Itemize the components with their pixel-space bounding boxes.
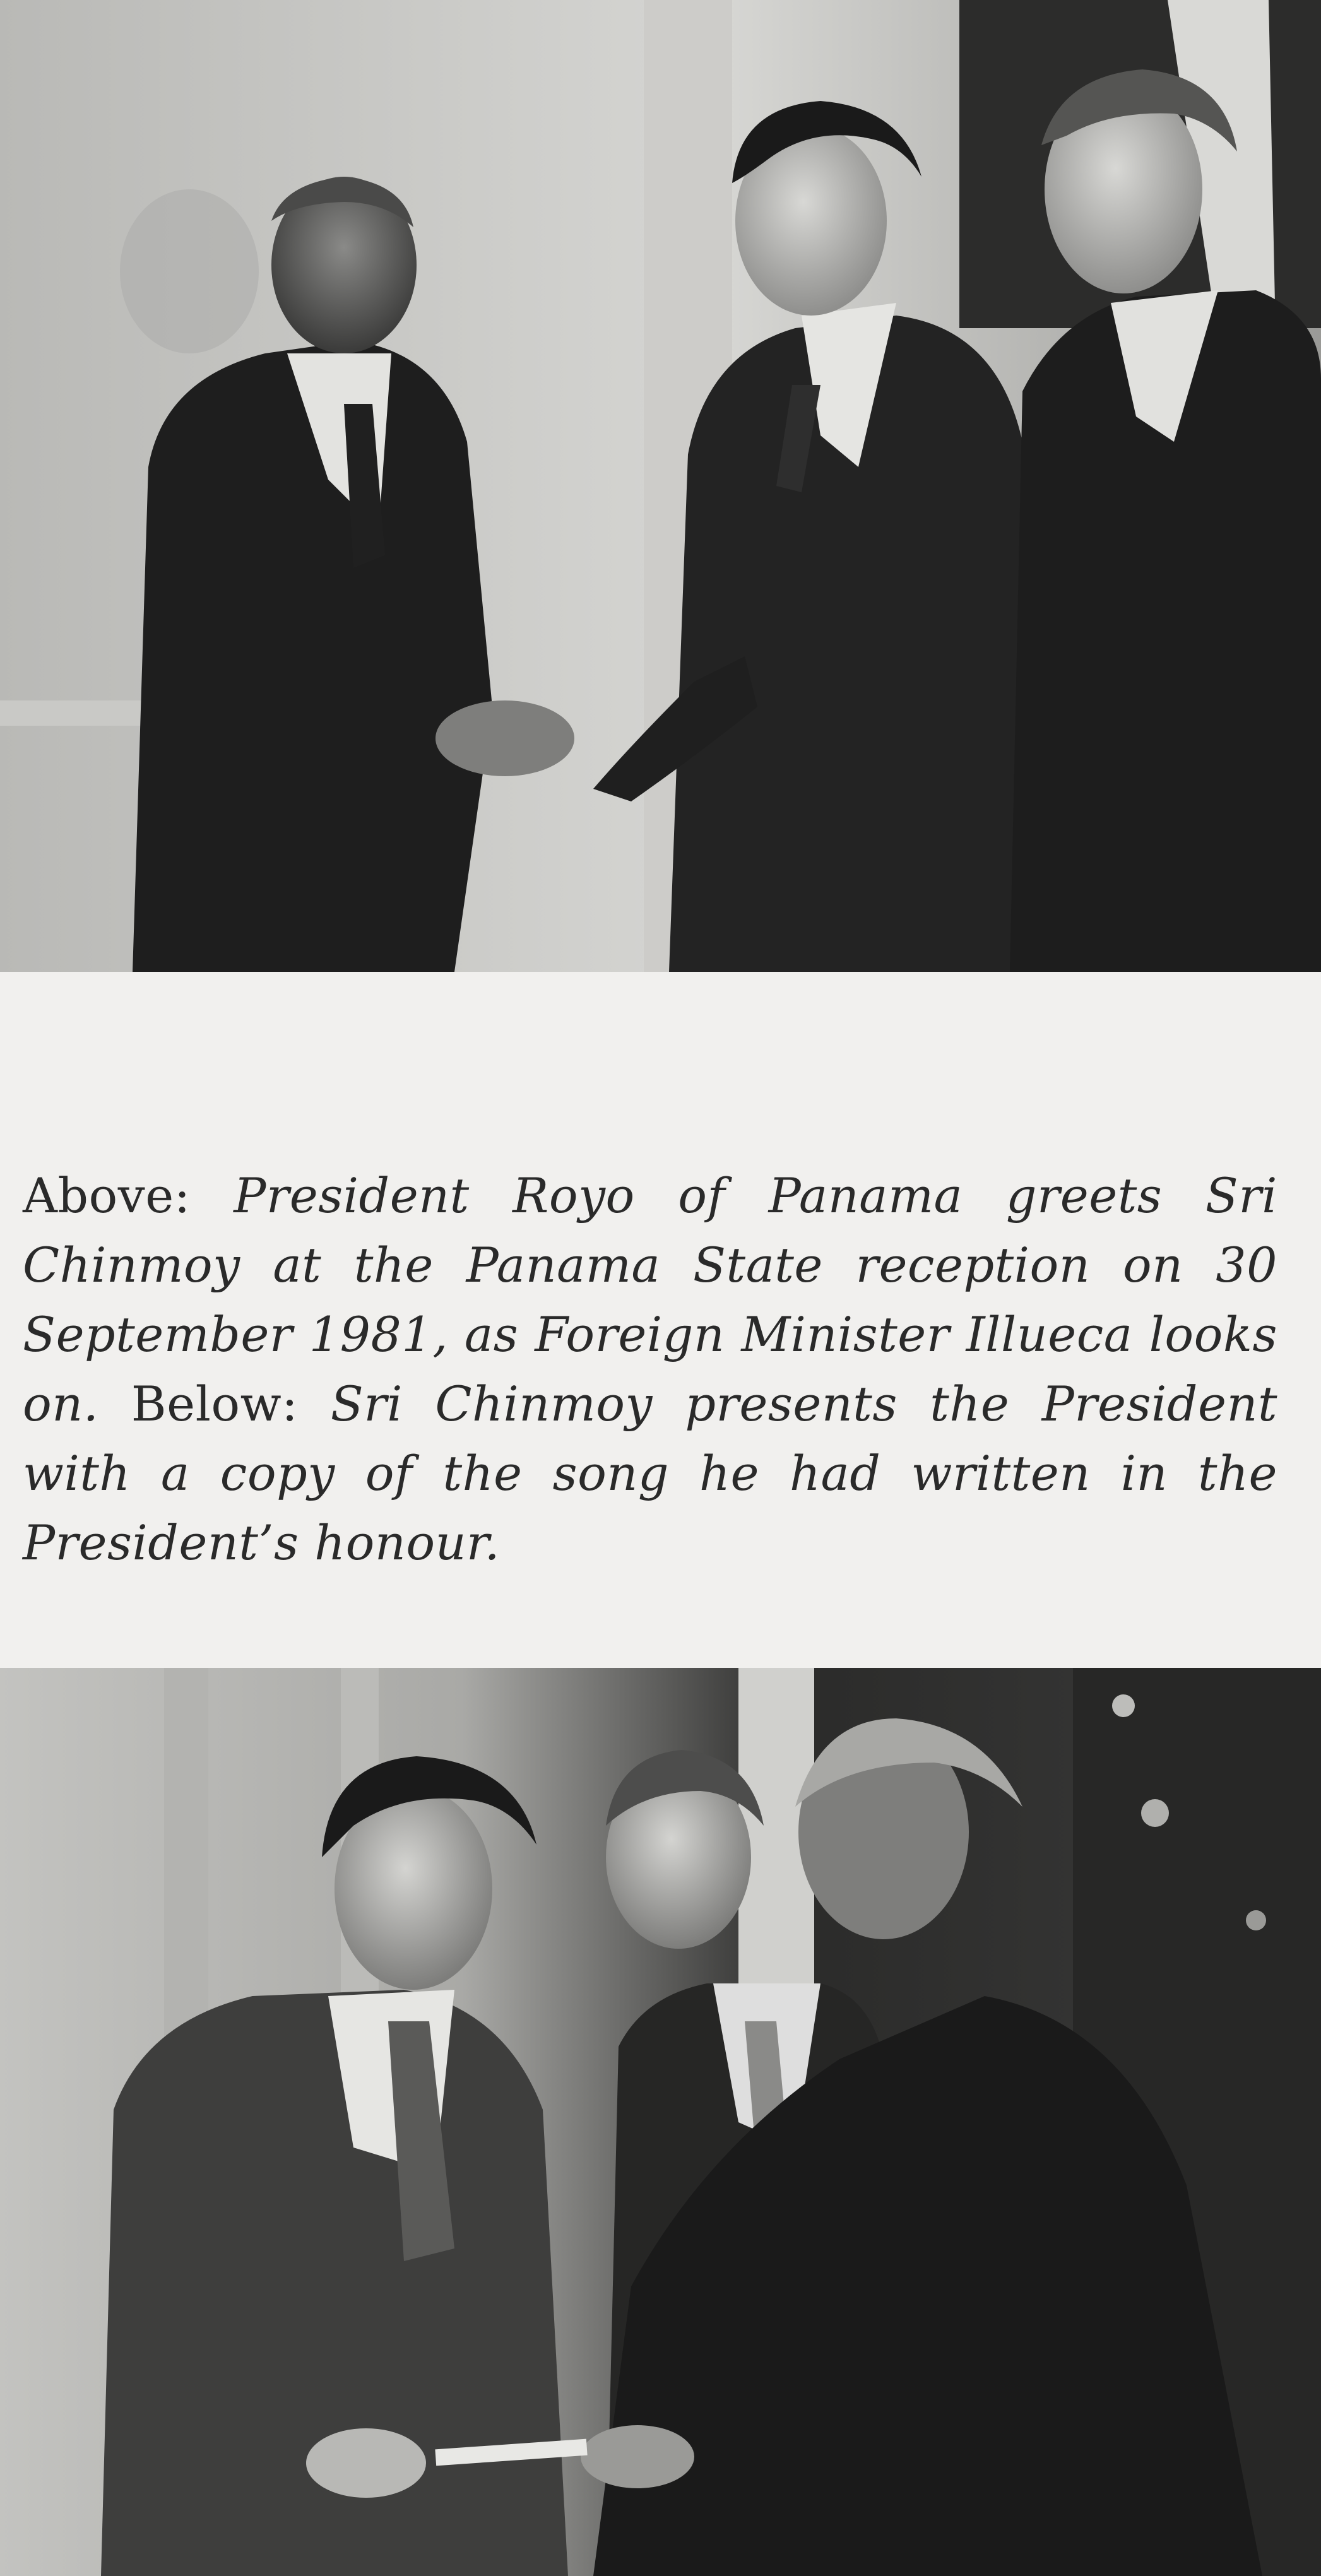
caption-above-text: President Royo of Panama greets Sri Chinmoy at the Panama State reception on 30 September 1981, as Foreign Minister Illueca looks on. [23,1167,1277,1432]
caption-below-label: Below: [131,1376,299,1432]
photo-song-presentation-image [0,1668,1321,2576]
photo-handshake [0,0,1321,972]
caption-above-label: Above: [23,1167,191,1224]
caption-below-text: Sri Chinmoy presents the President with a copy of the song he had written in the President’s honour. [23,1376,1277,1571]
caption-text [23,1161,1277,1578]
photo-song-presentation [0,1668,1321,2576]
caption-area [0,972,1321,1668]
photo-handshake-image [0,0,1321,972]
